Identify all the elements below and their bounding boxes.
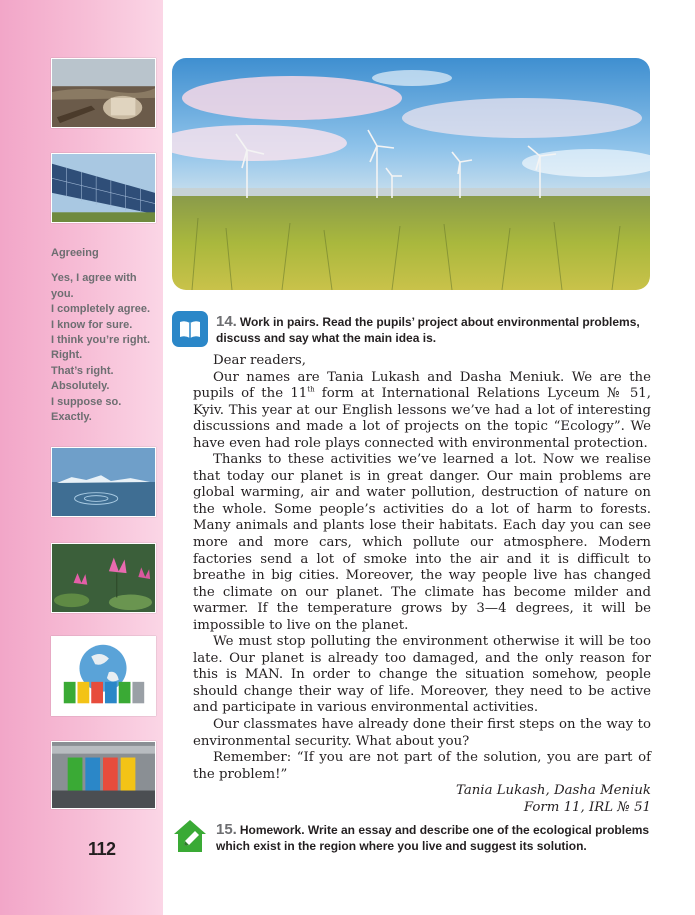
- letter-paragraph: Our classmates have already done their first steps on the way to environmental security. What about you?: [193, 717, 651, 749]
- task-15-text: Homework. Write an essay and describe one of the ecological problems which exist in the region where you live and suggest its solution.: [216, 823, 650, 853]
- phrase: I suppose so.: [51, 395, 122, 408]
- globe-recycling-bins-photo: [51, 636, 156, 716]
- task-14: [216, 314, 656, 346]
- phrase: Yes, I agree with: [51, 272, 137, 285]
- icebergs-photo: [51, 447, 156, 517]
- solar-panels-photo: [51, 153, 156, 223]
- deforestation-photo: [51, 58, 156, 128]
- phrase: I think you’re right.: [51, 334, 151, 347]
- water-lilies-photo: [51, 543, 156, 613]
- agreeing-title: Agreeing: [51, 247, 99, 259]
- phrase: Absolutely.: [51, 380, 110, 393]
- task-15: [216, 822, 656, 854]
- letter-paragraph: Our names are Tania Lukash and Dasha Meniuk. We are the pupils of the 11th form at International Relations Lyceum № 51, Kyiv. This year at our English lessons we’ve had a lot of interesting discussions and made a lot of projects on the topic “Ecology”. We have even had role plays connected with environmental protection.: [193, 369, 651, 451]
- phrase: I know for sure.: [51, 318, 133, 331]
- page-number: 112: [88, 839, 116, 859]
- phrase: you.: [51, 287, 74, 300]
- phrase: I completely agree.: [51, 303, 151, 316]
- phrase: Exactly.: [51, 411, 92, 424]
- homework-pencil-icon: [172, 818, 208, 854]
- wind-turbines-photo: [172, 58, 650, 290]
- recycling-bins-photo: [51, 741, 156, 809]
- signature-names: Tania Lukash, Dasha Meniuk: [455, 783, 651, 799]
- phrase: Right.: [51, 349, 83, 362]
- letter-paragraph: Thanks to these activities we’ve learned a lot. Now we realise that today our planet is in great danger. Our main problems are global warming, air and water pollution, destruction of nature on the whole. Some people’s activities do a lot of harm to forests. Many animals and plants lose their habitats. Each day you can see more and more cars, which pollute our atmosphere. Modern factories send a lot of smoke into the air and it is difficult to breathe in big cities. Moreover, the way people live has changed the climate on our planet. The climate has become milder and warmer. If the temperature grows by 3—4 degrees, it will be impossible to live on the planet.: [193, 452, 651, 633]
- task-15-number: 15.: [216, 821, 237, 838]
- agreeing-phrases: [51, 246, 161, 425]
- signature-form: Form 11, IRL № 51: [523, 799, 651, 815]
- letter-greeting: Dear readers,: [213, 353, 306, 368]
- task-14-text: Work in pairs. Read the pupils’ project about environmental problems, discuss and say what the main idea is.: [216, 315, 640, 345]
- letter-paragraph: Remember: “If you are not part of the solution, you are part of the problem!”: [193, 750, 651, 782]
- task-14-number: 14.: [216, 313, 237, 330]
- phrase: That’s right.: [51, 364, 114, 377]
- book-icon: [172, 311, 208, 347]
- project-letter: [193, 353, 651, 816]
- letter-paragraph: We must stop polluting the environment otherwise it will be too late. Our planet is already too damaged, and the only reason for this is MAN. In order to change the situation somehow, people should change their way of life. Moreover, they need to be active and participate in various environmental activities.: [193, 634, 651, 716]
